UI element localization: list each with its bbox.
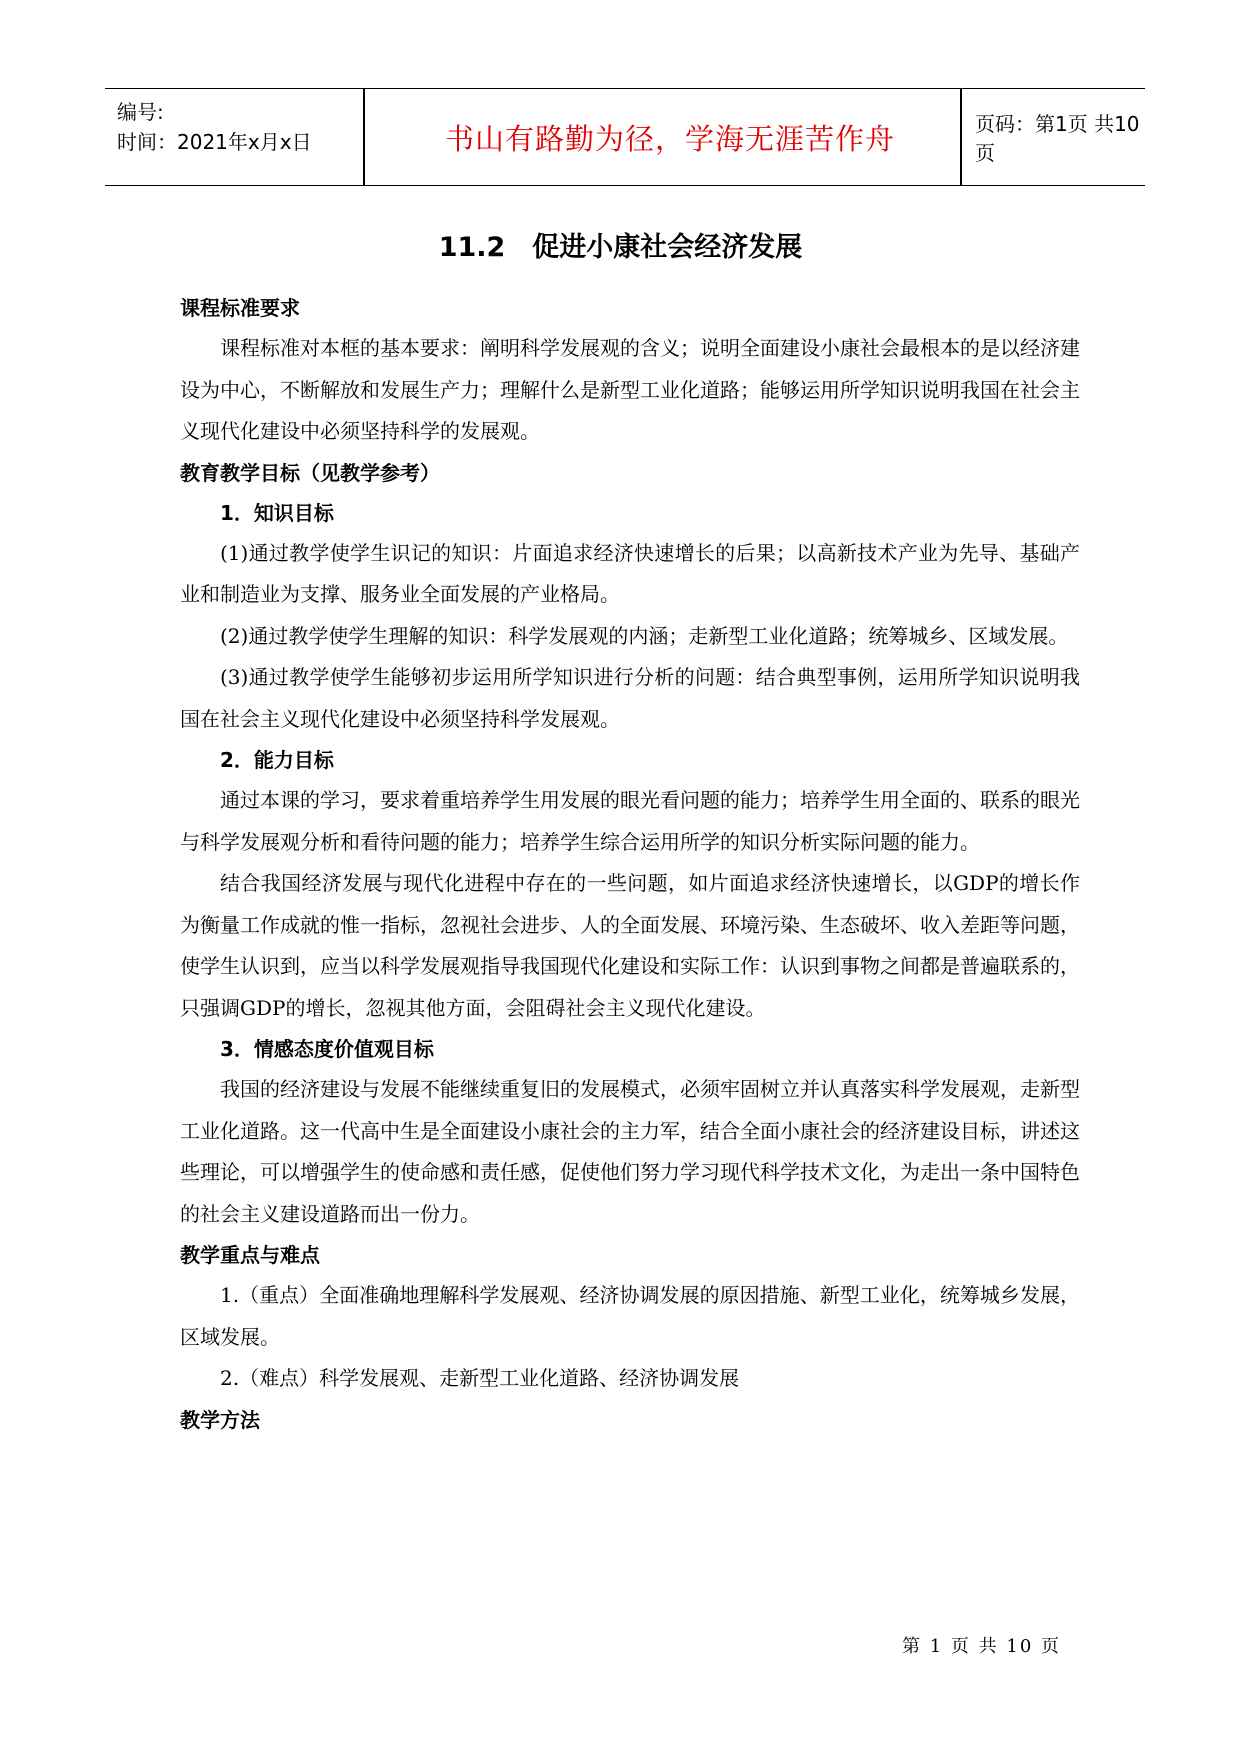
subheading-emotion: 3．情感态度价值观目标 (220, 1037, 434, 1061)
paragraph-ability-2: 结合我国经济发展与现代化进程中存在的一些问题，如片面追求经济快速增长，以GDP的增长作为衡量工作成就的惟一指标，忽视社会进步、人的全面发展、环境污染、生态破坏、收入差距等问题，使学生认识到，应当以科学发展观指导我国现代化建设和实际工作：认识到事物之间都是普遍联系的，只强调GDP的增长，忽视其他方面，会阻碍社会主义现代化建设。 (180, 871, 1080, 1020)
header-divider-right (960, 89, 962, 185)
paragraph-knowledge-2: (2)通过教学使学生理解的知识：科学发展观的内涵；走新型工业化道路；统筹城乡、区域发展。 (220, 623, 1069, 648)
paragraph-emotion: 我国的经济建设与发展不能继续重复旧的发展模式，必须牢固树立并认真落实科学发展观，走新型工业化道路。这一代高中生是全面建设小康社会的主力军，结合全面小康社会的经济建设目标，讲述这些理论，可以增强学生的使命感和责任感，促使他们努力学习现代科学技术文化，为走出一条中国特色的社会主义建设道路而出一份力。 (180, 1077, 1080, 1226)
section-heading-methods: 教学方法 (180, 1407, 260, 1432)
paragraph-keypoints-2: 2.（难点）科学发展观、走新型工业化道路、经济协调发展 (220, 1366, 740, 1390)
header-motto: 书山有路勤为径，学海无涯苦作舟 (444, 121, 895, 156)
paragraph-standards: 课程标准对本框的基本要求：阐明科学发展观的含义；说明全面建设小康社会最根本的是以经济建设为中心，不断解放和发展生产力；理解什么是新型工业化道路；能够运用所学知识说明我国在社会主义现代化建设中必须坚持科学的发展观。 (180, 336, 1080, 443)
page-header (105, 88, 1145, 186)
header-page-code: 页码：第1页 共10页 (975, 112, 1140, 165)
section-heading-keypoints: 教学重点与难点 (180, 1243, 320, 1267)
doc-number-label: 编号: (117, 100, 164, 124)
subheading-ability: 2．能力目标 (220, 748, 334, 772)
paragraph-knowledge-3: (3)通过教学使学生能够初步运用所学知识进行分析的问题：结合典型事例，运用所学知识说明我国在社会主义现代化建设中必须坚持科学发展观。 (180, 665, 1080, 731)
document-body (180, 288, 1080, 1440)
paragraph-knowledge-1: (1)通过教学使学生识记的知识：片面追求经济快速增长的后果；以高新技术产业为先导、基础产业和制造业为支撑、服务业全面发展的产业格局。 (180, 540, 1080, 606)
section-heading-goals: 教育教学目标（见教学参考） (180, 460, 440, 485)
page-title: 11.2 促进小康社会经济发展 (438, 232, 803, 263)
paragraph-ability-1: 通过本课的学习，要求着重培养学生用发展的眼光看问题的能力；培养学生用全面的、联系的眼光与科学发展观分析和看待问题的能力；培养学生综合运用所学的知识分析实际问题的能力。 (180, 788, 1080, 854)
header-divider-left (363, 89, 365, 185)
subheading-knowledge: 1．知识目标 (220, 500, 334, 525)
page-footer: 第 1 页 共 10 页 (902, 1636, 1061, 1657)
section-heading-standards: 课程标准要求 (180, 296, 300, 320)
doc-time-label: 时间：2021年x月x日 (117, 130, 312, 154)
header-left-cell (117, 97, 367, 157)
paragraph-keypoints-1: 1.（重点）全面准确地理解科学发展观、经济协调发展的原因措施、新型工业化，统筹城乡发展，区域发展。 (180, 1283, 1080, 1349)
